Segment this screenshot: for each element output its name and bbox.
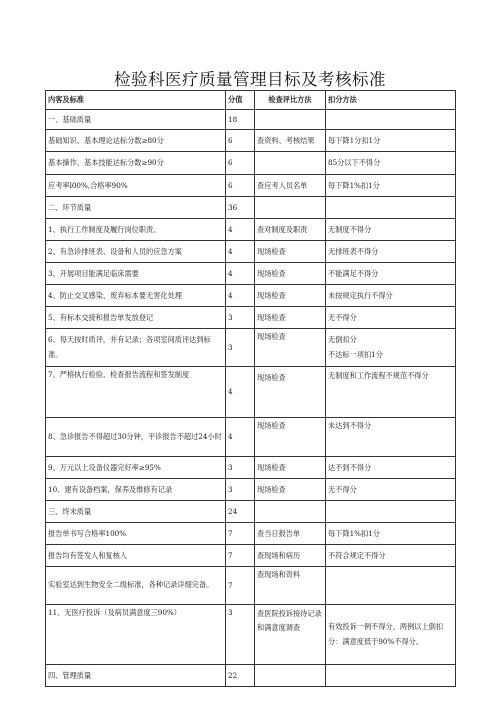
row-deduct — [326, 501, 456, 523]
row-content: 实验室达到生物安全二级标准，各种记录详细完备。 — [46, 567, 226, 605]
row-deduct: 达不到不得分 — [326, 457, 456, 479]
table-row — [46, 175, 456, 197]
row-deduct: 未按规定执行不得分 — [326, 285, 456, 307]
row-content: 应考率l00%,合格率90% — [46, 175, 226, 197]
table-row — [46, 197, 456, 219]
row-content: 7、严格执行检验、检查报告流程和签发制度 — [46, 367, 226, 418]
row-method: 查医院投诉接待记录和满意度调查 — [255, 605, 326, 665]
row-method: 现场检查 — [255, 241, 326, 263]
row-score: 7 — [226, 545, 255, 567]
table-row — [46, 285, 456, 307]
row-score: 4 — [226, 263, 255, 285]
row-deduct: 无排班表不得分 — [326, 241, 456, 263]
row-method: 查应考人员名单 — [255, 175, 326, 197]
row-deduct: 每下降1%扣1分 — [326, 175, 456, 197]
row-deduct: 每下降1%扣1分 — [326, 523, 456, 545]
row-deduct: 85分以下不得分 — [326, 152, 456, 175]
row-deduct: 不能满足不得分 — [326, 263, 456, 285]
table-row — [46, 545, 456, 567]
row-score: 4 — [226, 418, 255, 457]
row-method — [255, 665, 326, 687]
row-score: 18 — [226, 110, 255, 130]
row-content: 1、执行工作制度及履行岗位职责。 — [46, 219, 226, 241]
row-score: 7 — [226, 567, 255, 605]
row-score: 6 — [226, 152, 255, 175]
row-deduct — [326, 665, 456, 687]
row-method: 现场检查 — [255, 285, 326, 307]
table-row — [46, 367, 456, 418]
row-score: 7 — [226, 523, 255, 545]
row-deduct: 不符合规定不得分 — [326, 545, 456, 567]
row-method — [255, 501, 326, 523]
table-row — [46, 665, 456, 687]
row-content: 二、环节质量 — [46, 197, 226, 219]
row-score: 4 — [226, 241, 255, 263]
row-score: 6 — [226, 175, 255, 197]
row-content: 9、万元以上设备仪器完好率≥95% — [46, 457, 226, 479]
table-row — [46, 241, 456, 263]
row-method: 现场检查 — [255, 307, 326, 329]
table-row — [46, 567, 456, 605]
row-method: 查现场和病历 — [255, 545, 326, 567]
row-method: 现场检查 — [255, 367, 326, 418]
row-deduct: 无不得分 — [326, 479, 456, 501]
row-method: 现场检查 — [255, 457, 326, 479]
row-content: 基础知识、基本理论达标分数≥80分 — [46, 130, 226, 152]
row-method: 现场检查 — [255, 479, 326, 501]
header-deduct: 扣分方法 — [326, 91, 456, 110]
row-content: 2、有急诊排班表、设备和人员的应急方案 — [46, 241, 226, 263]
table-row — [46, 307, 456, 329]
header-method: 检查评比方法 — [255, 91, 326, 110]
table-row — [46, 130, 456, 152]
row-score: 36 — [226, 197, 255, 219]
row-method: 现场检查 — [255, 263, 326, 285]
table-row — [46, 479, 456, 501]
standards-table — [45, 90, 456, 687]
table-row — [46, 110, 456, 130]
row-content: 报告均有签发人和复核人 — [46, 545, 226, 567]
table-row — [46, 418, 456, 457]
row-content: 3、开展项目能满足临床需要 — [46, 263, 226, 285]
table-row — [46, 263, 456, 285]
row-deduct — [326, 567, 456, 605]
row-score: 4 — [226, 219, 255, 241]
row-score: 24 — [226, 501, 255, 523]
table-row — [46, 457, 456, 479]
row-content: 报告单书写合格率100% — [46, 523, 226, 545]
row-content: 基本操作、基本技能达标分数≥90分 — [46, 152, 226, 175]
row-content: 5、有标本交接和报告单发放登记 — [46, 307, 226, 329]
table-header-row — [46, 91, 456, 110]
row-score: 22 — [226, 665, 255, 687]
row-method — [255, 197, 326, 219]
row-method: 查当日报告单 — [255, 523, 326, 545]
row-deduct: 每下降1分扣1分 — [326, 130, 456, 152]
row-method — [255, 110, 326, 130]
row-score: 3 — [226, 329, 255, 367]
table-row — [46, 329, 456, 367]
row-deduct: 无制度不得分 — [326, 219, 456, 241]
row-deduct — [326, 110, 456, 130]
row-deduct: 无不得分 — [326, 307, 456, 329]
header-score: 分值 — [226, 91, 255, 110]
row-deduct: 无制度和工作流程不规范不得分 — [326, 367, 456, 418]
row-score: 3 — [226, 307, 255, 329]
row-score: 4 — [226, 367, 255, 418]
row-method: 查对制度及职责 — [255, 219, 326, 241]
row-content: 10、建有设备档案，保养及维修有记录 — [46, 479, 226, 501]
row-content: 8、急诊报告不得超过30分钟，平诊报告不超过24小时 — [46, 418, 226, 457]
table-row — [46, 219, 456, 241]
row-score: 3 — [226, 605, 255, 665]
row-deduct: 未达到不得分 — [326, 418, 456, 457]
header-content: 内客及标准 — [46, 91, 226, 110]
table-row — [46, 501, 456, 523]
row-method: 查现场和资料 — [255, 567, 326, 605]
row-method: 现场检查 — [255, 418, 326, 457]
document-title: 检验科医疗质量管理目标及考核标准 — [114, 70, 386, 89]
row-method — [255, 152, 326, 175]
row-method: 现场检查 — [255, 329, 326, 367]
row-content: 四、管理质量 — [46, 665, 226, 687]
row-content: 11、无医疗投诉（及病员满意度三90%） — [46, 605, 226, 665]
row-content: 6、每天按时质评，并有记录；各项室间质评达到标准。 — [46, 329, 226, 367]
table-row — [46, 605, 456, 665]
table-row — [46, 523, 456, 545]
row-content: 三、终末质量 — [46, 501, 226, 523]
row-score: 6 — [226, 130, 255, 152]
row-method: 查资料、考核结果 — [255, 130, 326, 152]
row-deduct — [326, 197, 456, 219]
row-deduct: 有效投诉一例不得分，两例以上倒扣分：满意度低于90%不得分。 — [326, 605, 456, 665]
row-score: 3 — [226, 457, 255, 479]
row-content: 一、基础质量 — [46, 110, 226, 130]
row-score: 3 — [226, 479, 255, 501]
row-deduct: 无倒扣分 不达标一项扣1分 — [326, 329, 456, 367]
table-row — [46, 152, 456, 175]
row-score: 4 — [226, 285, 255, 307]
row-content: 4、防止交叉感染、废弃标本要无害化处理 — [46, 285, 226, 307]
